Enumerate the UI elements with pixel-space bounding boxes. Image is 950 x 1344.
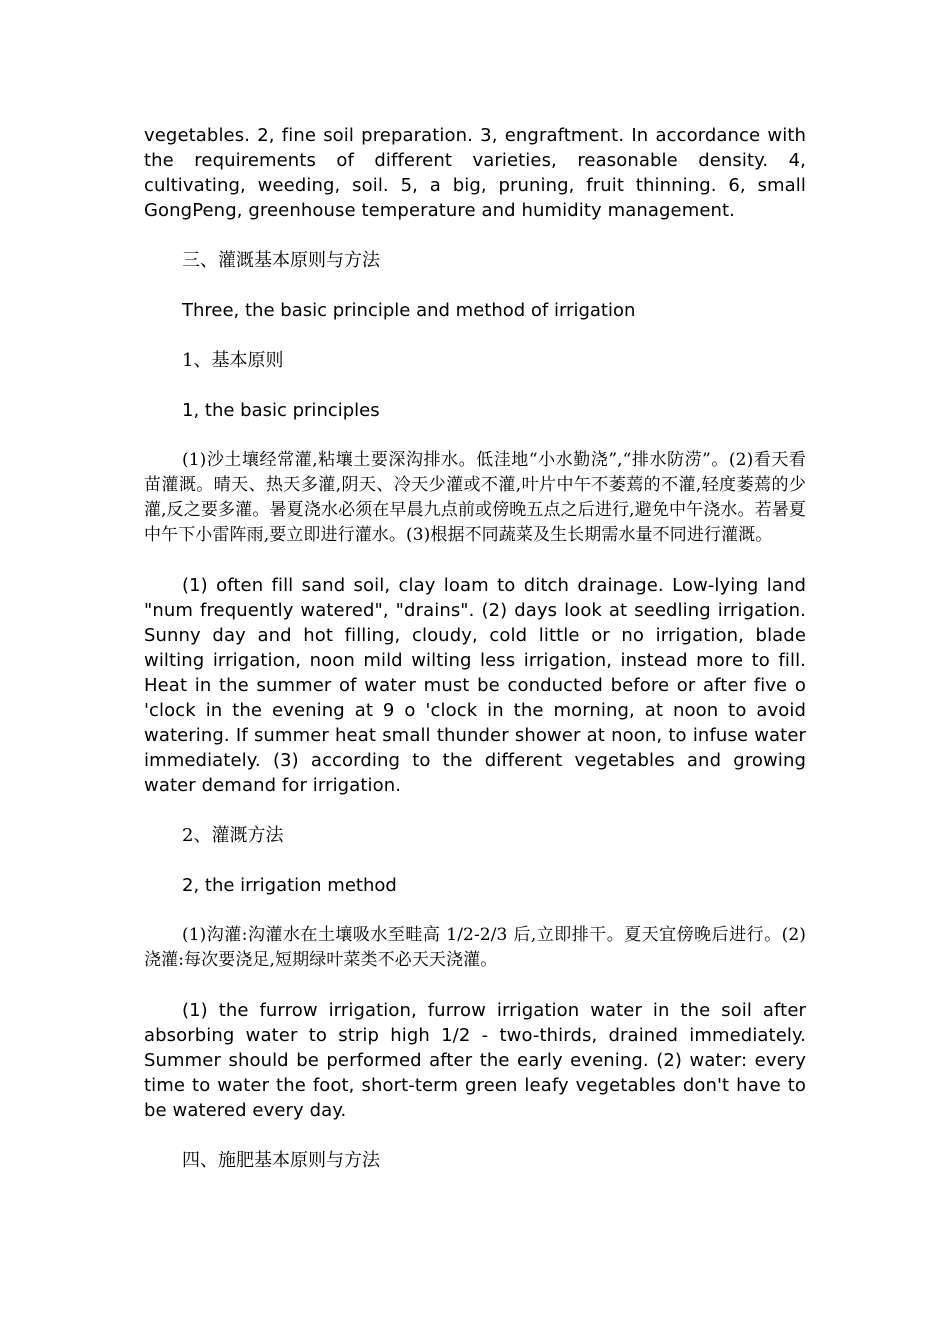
subheading-principles-en: 1, the basic principles	[182, 400, 380, 421]
section-heading-en: Three, the basic principle and method of irrigation	[182, 300, 636, 321]
document-page	[144, 123, 806, 1198]
paragraph-method-cn: (1)沟灌:沟灌水在土壤吸水至畦高 1/2-2/3 后,立即排干。夏天宜傍晚后进行。(2)浇灌:每次要浇足,短期绿叶菜类不必天天浇灌。	[144, 925, 806, 970]
paragraph-method-en: (1) the furrow irrigation, furrow irrigation water in the soil after absorbing water to strip high 1/2 - two-thirds, drained immediately. Summer should be performed after the early evening. (2) water: every time to water the foot, short-term green leafy vegetables don't have to be watered every day.	[144, 1000, 806, 1121]
subheading-principles-cn: 1、基本原则	[182, 350, 284, 371]
section-heading-fertilization-cn: 四、施肥基本原则与方法	[182, 1150, 380, 1171]
paragraph-principles-en: (1) often fill sand soil, clay loam to ditch drainage. Low-lying land "num frequently watered", "drains". (2) days look at seedling irrigation. Sunny day and hot filling, cloudy, cold little or no irrigation, blade wilting irrigation, noon mild wilting less irrigation, instead more to fill. Heat in the summer of water must be conducted before or after five o 'clock in the evening at 9 o 'clock in the morning, at noon to avoid watering. If summer heat small thunder shower at noon, to infuse water immediately. (3) according to the different vegetables and growing water demand for irrigation.	[144, 575, 806, 796]
paragraph-principles-cn: (1)沙土壤经常灌,粘壤土要深沟排水。低洼地“小水勤浇”,“排水防涝”。(2)看天看苗灌溉。晴天、热天多灌,阴天、冷天少灌或不灌,叶片中午不萎蔫的不灌,轻度萎蔫的少灌,反之要多灌。暑夏浇水必须在早晨九点前或傍晚五点之后进行,避免中午浇水。若暑夏中午下小雷阵雨,要立即进行灌水。(3)根据不同蔬菜及生长期需水量不同进行灌溉。	[144, 450, 806, 545]
subheading-method-cn: 2、灌溉方法	[182, 825, 284, 846]
paragraph-continued: vegetables. 2, fine soil preparation. 3, engraftment. In accordance with the requirements of different varieties, reasonable density. 4, cultivating, weeding, soil. 5, a big, pruning, fruit thinning. 6, small GongPeng, greenhouse temperature and humidity management.	[144, 125, 806, 221]
subheading-method-en: 2, the irrigation method	[182, 875, 397, 896]
section-heading-cn: 三、灌溉基本原则与方法	[182, 250, 380, 271]
